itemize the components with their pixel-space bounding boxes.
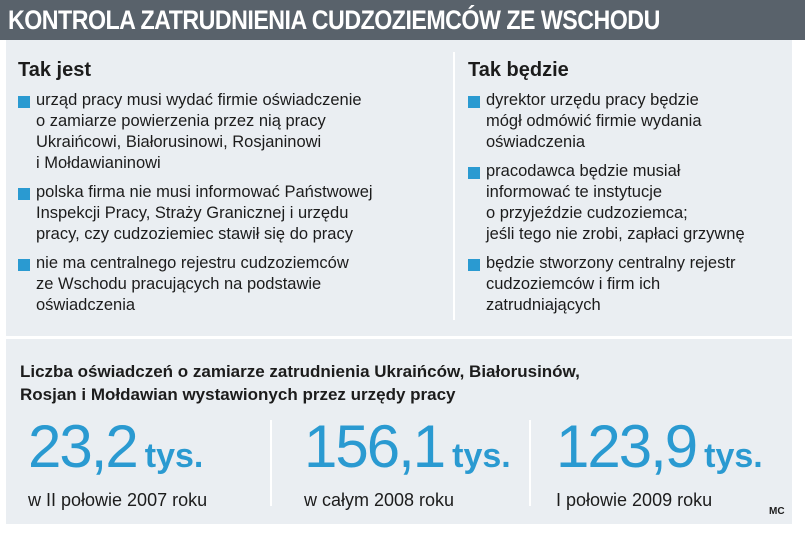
column-future-state: [468, 58, 788, 324]
square-bullet-icon: [18, 96, 30, 108]
page-title: KONTROLA ZATRUDNIENIA CUDZOZIEMCÓW ZE WSCHODU: [8, 5, 660, 35]
list-item-line: pracodawca będzie musiał: [486, 162, 681, 180]
stat-unit: tys.: [452, 437, 511, 475]
stat-value-box: [28, 413, 207, 487]
list-item-line: o przyjeździe cudzoziemca;: [486, 204, 688, 222]
list-item: [18, 90, 438, 174]
column-current-state: [18, 58, 438, 324]
list-item: [468, 90, 788, 153]
stat-value-box: [304, 413, 511, 487]
list-item-line: informować te instytucje: [486, 183, 663, 201]
list-item-line: ze Wschodu pracujących na podstawie: [36, 275, 322, 293]
list-item-line: cudzoziemców i firm ich: [486, 275, 661, 293]
stat-unit: tys.: [144, 437, 204, 475]
list-item: [468, 253, 788, 316]
stats-title-line: Liczba oświadczeń o zamiarze zatrudnienia Ukraińców, Białorusinów,: [20, 362, 580, 381]
list-item-line: oświadczenia: [486, 133, 586, 151]
column-title-current: Tak jest: [18, 59, 91, 81]
stat-value: 23,2: [28, 413, 137, 480]
square-bullet-icon: [18, 188, 30, 200]
stat-2009: [556, 413, 763, 511]
current-items: [18, 90, 438, 316]
stat-divider: [529, 420, 531, 506]
list-item-line: Inspekcji Pracy, Straży Granicznej i urzędu: [36, 204, 349, 222]
stat-caption: I połowie 2009 roku: [556, 490, 713, 510]
list-item-line: i Mołdawianinowi: [36, 154, 161, 172]
stat-value-box: [556, 413, 763, 487]
stat-value: 123,9: [556, 413, 697, 480]
stat-unit: tys.: [704, 437, 763, 475]
section-divider: [6, 336, 792, 339]
list-item-line: dyrektor urzędu pracy będzie: [486, 91, 699, 109]
list-item-line: polska firma nie musi informować Państwowej: [36, 183, 373, 201]
stat-value: 156,1: [304, 413, 445, 480]
column-divider: [453, 52, 455, 320]
list-item-line: nie ma centralnego rejestru cudzoziemców: [36, 254, 349, 272]
list-item-line: będzie stworzony centralny rejestr: [486, 254, 736, 272]
square-bullet-icon: [468, 167, 480, 179]
list-item-line: urząd pracy musi wydać firmie oświadczenie: [36, 91, 362, 109]
square-bullet-icon: [468, 96, 480, 108]
stat-2008: [304, 413, 511, 511]
stat-2007: [28, 413, 208, 511]
stat-divider: [270, 420, 272, 506]
future-items: [468, 90, 788, 316]
list-item-line: Ukraińcowi, Białorusinowi, Rosjaninowi: [36, 133, 322, 151]
column-title-future: Tak będzie: [468, 59, 569, 81]
stats-title: [20, 360, 720, 406]
list-item-line: oświadczenia: [36, 296, 136, 314]
header-bar: [0, 0, 805, 40]
list-item-line: pracy, czy cudzoziemiec stawił się do pracy: [36, 225, 353, 243]
list-item-line: jeśli tego nie zrobi, zapłaci grzywnę: [486, 225, 745, 243]
stat-caption: w II połowie 2007 roku: [28, 490, 208, 510]
stats-title-line: Rosjan i Mołdawian wystawionych przez urzędy pracy: [20, 385, 456, 404]
stat-caption: w całym 2008 roku: [304, 490, 455, 510]
list-item: [18, 182, 438, 245]
square-bullet-icon: [468, 259, 480, 271]
list-item-line: zatrudniających: [486, 296, 601, 314]
list-item-line: o zamiarze powierzenia przez nią pracy: [36, 112, 326, 130]
author-credit: MC: [769, 506, 785, 517]
square-bullet-icon: [18, 259, 30, 271]
list-item: [468, 161, 788, 245]
list-item: [18, 253, 438, 316]
list-item-line: mógł odmówić firmie wydania: [486, 112, 702, 130]
